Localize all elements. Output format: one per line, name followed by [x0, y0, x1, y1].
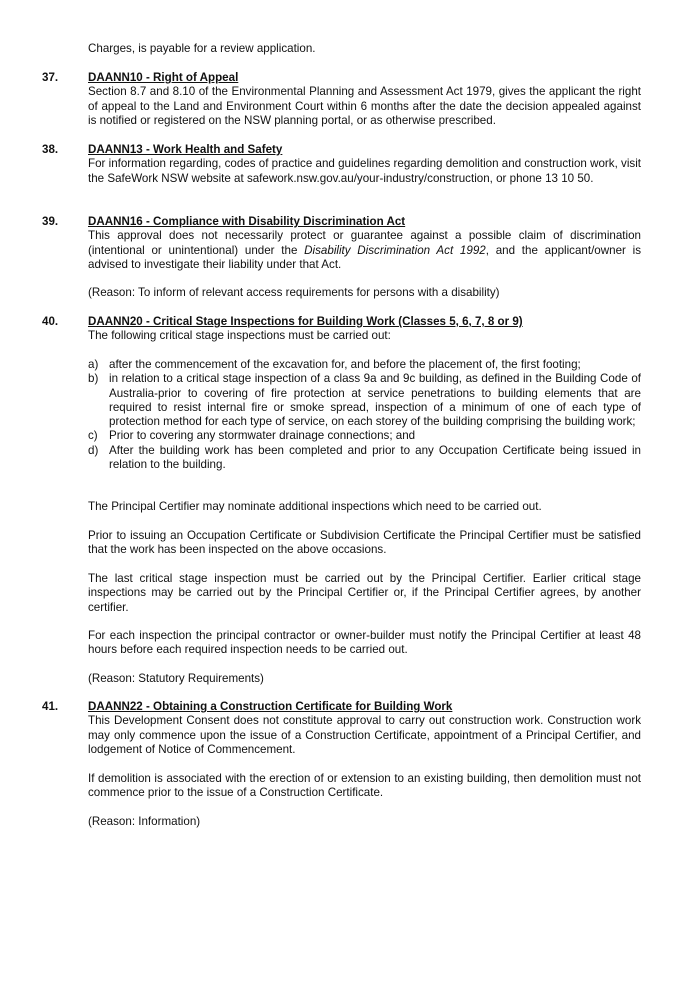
- condition-37: [88, 71, 641, 128]
- condition-41-reason: (Reason: Information): [88, 815, 201, 828]
- condition-39-number: 39.: [42, 215, 59, 228]
- intro-text: Charges, is payable for a review application.: [88, 42, 316, 55]
- condition-40-p4: For each inspection the principal contractor or owner-builder must notify the Principal Certifier at least 48 hours before each required inspection needs to be carried out.: [88, 629, 641, 657]
- condition-37-title: DAANN10 - Right of Appeal: [88, 71, 239, 84]
- condition-39-reason: (Reason: To inform of relevant access requirements for persons with a disability): [88, 286, 500, 299]
- condition-40-p1: The Principal Certifier may nominate additional inspections which need to be carried out.: [88, 500, 542, 513]
- condition-39: [88, 215, 641, 272]
- condition-41-title: DAANN22 - Obtaining a Construction Certificate for Building Work: [88, 700, 453, 713]
- condition-37-number: 37.: [42, 71, 59, 84]
- condition-38-body: For information regarding, codes of practice and guidelines regarding demolition and construction work, visit the SafeWork NSW website at safework.nsw.gov.au/your-industry/construction, or phone 13 10 50.: [88, 157, 641, 185]
- inspection-list: [88, 358, 641, 472]
- condition-38-number: 38.: [42, 143, 59, 156]
- condition-37-body: Section 8.7 and 8.10 of the Environmental Planning and Assessment Act 1979, gives the applicant the right of appeal to the Land and Environment Court within 6 months after the date the decision appealed against is notified or registered on the NSW planning portal, or as otherwise prescribed.: [88, 85, 641, 127]
- condition-40-title: DAANN20 - Critical Stage Inspections for Building Work (Classes 5, 6, 7, 8 or 9): [88, 315, 523, 328]
- list-item: a) after the commencement of the excavation for, and before the placement of, the first footing;: [88, 358, 581, 371]
- act-name: Disability Discrimination Act 1992: [304, 243, 486, 257]
- condition-40-number: 40.: [42, 315, 59, 328]
- condition-39-body: This approval does not necessarily protect or guarantee against a possible claim of discrimination (intentional or unintentional) under the Disability Discrimination Act 1992, and the applicant/owner is advised to investigate their liability under that Act.: [88, 229, 642, 271]
- list-item: b) in relation to a critical stage inspection of a class 9a and 9c building, as defined in the Building Code of Australia-prior to covering of fire protection at service penetrations to building elements that are required to resist internal fire or smoke spread, inspection of a minimum of one of each type of protection method for each type of service, on each storey of the building comprising the building work;: [88, 372, 641, 429]
- condition-39-title: DAANN16 - Compliance with Disability Discrimination Act: [88, 215, 406, 228]
- condition-40-lead: The following critical stage inspections must be carried out:: [88, 329, 391, 343]
- condition-41-number: 41.: [42, 700, 59, 713]
- list-item: c) Prior to covering any stormwater drainage connections; and: [88, 429, 416, 443]
- condition-40-p2: Prior to issuing an Occupation Certificate or Subdivision Certificate the Principal Certifier must be satisfied that the work has been inspected on the above occasions.: [88, 529, 641, 557]
- condition-40: [88, 315, 641, 344]
- condition-41-body: This Development Consent does not constitute approval to carry out construction work. Construction work may only commence upon the issue of a Construction Certificate, appointment of a Principal Certifier, and lodgement of Notice of Commencement.: [88, 714, 641, 756]
- condition-40-reason: (Reason: Statutory Requirements): [88, 672, 264, 685]
- condition-38-title: DAANN13 - Work Health and Safety: [88, 143, 283, 156]
- condition-41: [88, 700, 641, 757]
- condition-40-p3: The last critical stage inspection must be carried out by the Principal Certifier. Earlier critical stage inspections may be carried out by the Principal Certifier or, if the Principal Certifier agrees, by another certifier.: [88, 572, 641, 614]
- condition-41-p2: If demolition is associated with the erection of or extension to an existing building, then demolition must not commence prior to the issue of a Construction Certificate.: [88, 772, 641, 800]
- list-item: d) After the building work has been completed and prior to any Occupation Certificate being issued in relation to the building.: [88, 443, 641, 472]
- condition-38: [88, 143, 641, 186]
